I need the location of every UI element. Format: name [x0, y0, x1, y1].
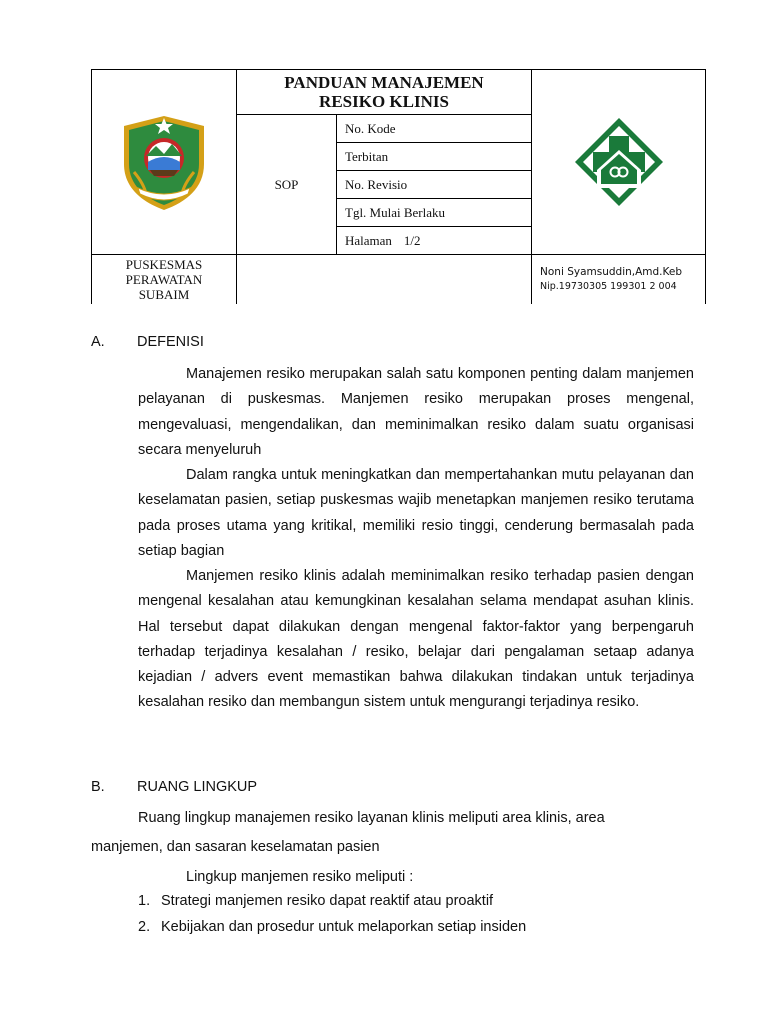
puskesmas-logo-icon [571, 114, 667, 210]
section-b-heading [91, 779, 257, 795]
section-b-line-3: Lingkup manjemen resiko meliputi : [186, 869, 414, 885]
empty-footer-cell [237, 255, 532, 304]
halaman-value: 1/2 [403, 232, 421, 248]
organization-name-cell [92, 255, 237, 304]
document-title-line2: RESIKO KLINIS [319, 92, 449, 111]
section-a-paragraph-1-text: Manajemen resiko merupakan salah satu komponen penting dalam manjemen pelayanan di puskesmas. Manjemen resiko merupakan proses mengenal, mengevaluasi, mengendalikan, dan meminimalkan resiko dalam suatu organisasi secara menyeluruh [138, 366, 694, 458]
field-halaman [337, 227, 532, 255]
section-b-title: RUANG LINGKUP [137, 779, 258, 795]
signer-cell [532, 255, 706, 304]
list-item-text: Strategi manjemen resiko dapat reaktif atau proaktif [161, 893, 494, 909]
section-a-paragraph-2-text: Dalam rangka untuk meningkatkan dan mempertahankan mutu pelayanan dan keselamatan pasien, setiap puskesmas wajib menetapkan manjemen resiko terutama pada proses utama yang kritikal, memiliki resio tinggi, cenderung bermasalah pada setiap bagian [138, 467, 694, 559]
document-title-cell [237, 70, 532, 115]
section-a-title: DEFENISI [137, 334, 204, 350]
field-no-kode: No. Kode [337, 115, 532, 143]
list-item [138, 893, 493, 909]
field-tgl-mulai-berlaku: Tgl. Mulai Berlaku [337, 199, 532, 227]
section-a-paragraph-2 [138, 463, 694, 564]
sop-label: SOP [237, 115, 337, 255]
regional-emblem-icon [116, 112, 212, 212]
halaman-label: Halaman [345, 232, 392, 248]
org-line1: PUSKESMAS [125, 256, 203, 272]
section-a-paragraph-1 [138, 362, 694, 463]
list-item-text: Kebijakan dan prosedur untuk melaporkan setiap insiden [161, 919, 527, 935]
list-item [138, 919, 526, 935]
field-terbitan: Terbitan [337, 143, 532, 171]
section-a-paragraph-3 [138, 564, 694, 716]
list-item-number: 2. [138, 919, 151, 935]
signer-nip: Nip.19730305 199301 2 004 [540, 280, 677, 292]
org-line3: SUBAIM [138, 286, 190, 302]
section-a-letter: A. [91, 334, 105, 350]
section-a-heading [91, 334, 204, 350]
regional-emblem-cell [92, 70, 237, 255]
signer-name: Noni Syamsuddin,Amd.Keb [540, 265, 683, 278]
section-b-line-1: Ruang lingkup manajemen resiko layanan klinis meliputi area klinis, area [138, 810, 605, 826]
section-a-paragraph-3-text: Manjemen resiko klinis adalah meminimalkan resiko terhadap pasien dengan mengenal kesalahan atau kemungkinan kesalahan selama mendapat asuhan klinis. Hal tersebut dapat dilakukan dengan mengenal faktor-faktor yang berpengaruh terhadap terjadinya kesalahan / resiko, belajar dari pengalaman setaap adanya kejadian / advers event memastikan bahwa dilakukan tindakan untuk terjadinya kesalahan resiko dan membangun sistem untuk mengurangi terjadinya resiko. [138, 568, 694, 711]
org-line2: PERAWATAN [125, 271, 203, 287]
puskesmas-logo-cell [532, 70, 706, 255]
list-item-number: 1. [138, 893, 151, 909]
section-b-letter: B. [91, 779, 105, 795]
document-header-table [91, 69, 706, 304]
document-title-line1: PANDUAN MANAJEMEN [284, 73, 484, 92]
section-b-line-2: manjemen, dan sasaran keselamatan pasien [91, 839, 380, 855]
field-no-revisio: No. Revisio [337, 171, 532, 199]
